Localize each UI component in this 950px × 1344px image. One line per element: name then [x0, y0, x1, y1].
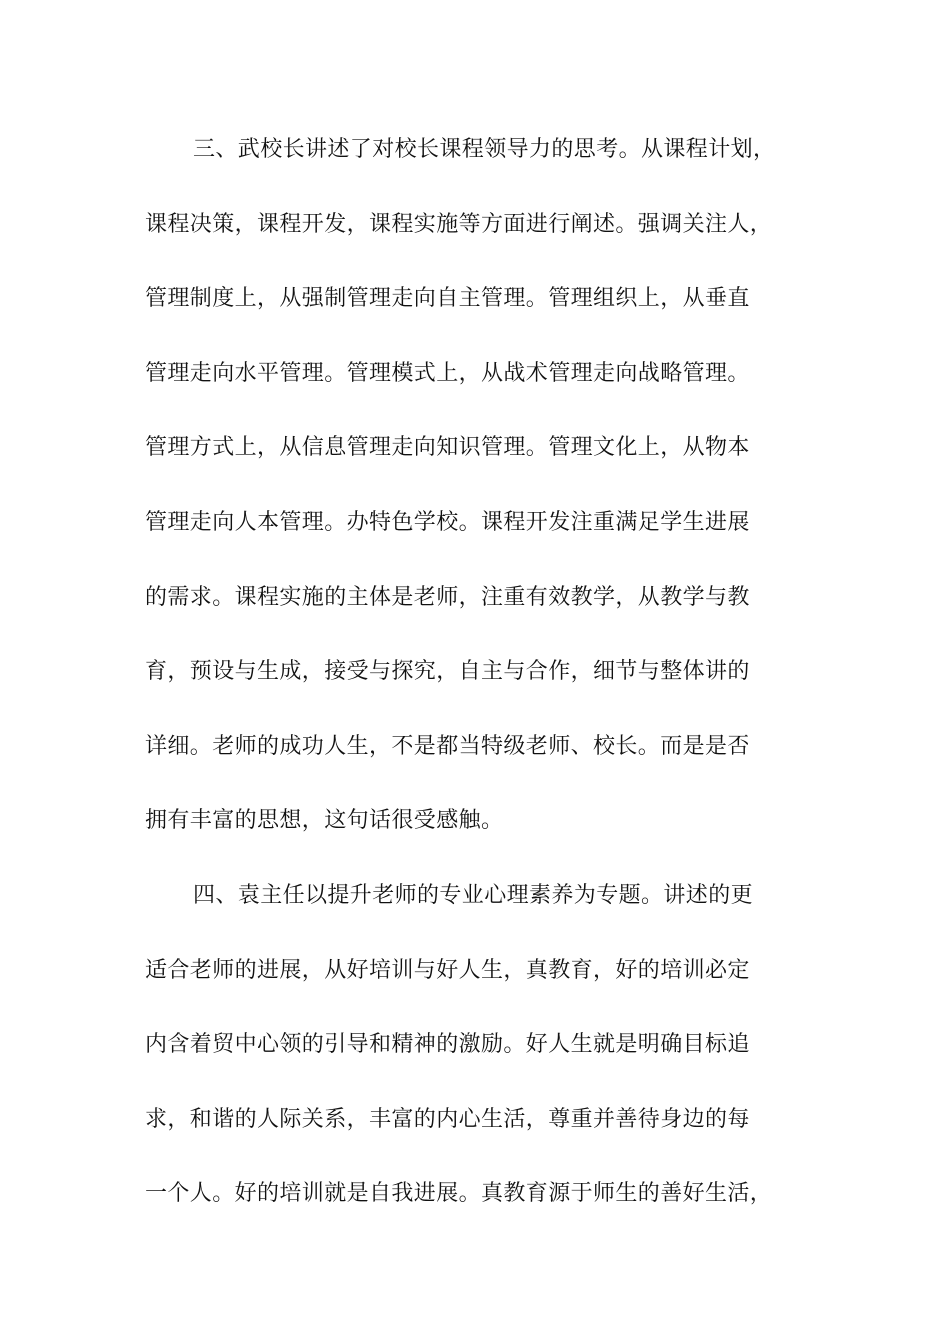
text-line: 课程决策，课程开发，课程实施等方面进行阐述。强调关注人，	[145, 211, 773, 237]
text-line: 管理走向人本管理。办特色学校。课程开发注重满足学生进展	[145, 509, 750, 535]
text-line: 拥有丰富的思想，这句话很受感触。	[145, 808, 504, 834]
text-line: 育，预设与生成，接受与探究，自主与合作，细节与整体讲的	[145, 659, 750, 685]
text-line: 管理方式上，从信息管理走向知识管理。管理文化上，从物本	[145, 435, 750, 461]
text-line: 求，和谐的人际关系，丰富的内心生活，尊重并善待身边的每	[145, 1106, 750, 1132]
text-line: 的需求。课程实施的主体是老师，注重有效教学，从教学与教	[145, 584, 750, 610]
paragraph-4	[145, 874, 825, 1247]
text-line: 四、袁主任以提升老师的专业心理素养为专题。讲述的更	[193, 882, 754, 908]
text-line: 三、武校长讲述了对校长课程领导力的思考。从课程计划，	[193, 137, 776, 162]
text-line: 一个人。好的培训就是自我进展。真教育源于师生的善好生活，	[145, 1181, 773, 1207]
text-line: 内含着贸中心领的引导和精神的激励。好人生就是明确目标追	[145, 1032, 750, 1058]
text-line: 适合老师的进展，从好培训与好人生，真教育，好的培训必定	[145, 957, 750, 983]
text-line: 管理走向水平管理。管理模式上，从战术管理走向战略管理。	[145, 360, 750, 386]
paragraph-3	[145, 128, 825, 874]
text-line: 管理制度上，从强制管理走向自主管理。管理组织上，从垂直	[145, 286, 750, 312]
document-body	[145, 128, 825, 1247]
text-line: 详细。老师的成功人生，不是都当特级老师、校长。而是是否	[145, 733, 750, 759]
